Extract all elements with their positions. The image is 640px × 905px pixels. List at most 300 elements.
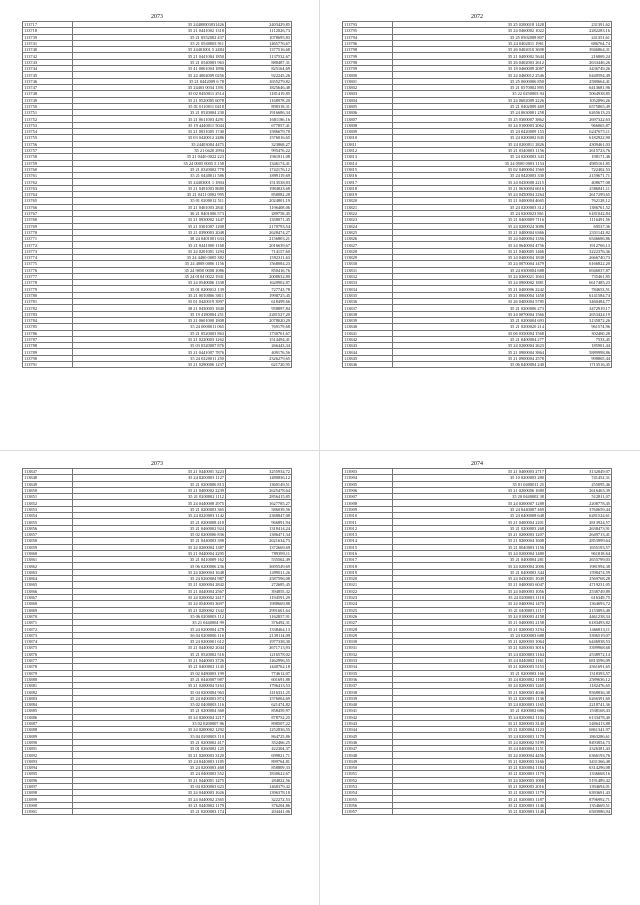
row-id-cell: 113940 bbox=[343, 701, 393, 707]
reference-cell: 35 06 0350004 1568 bbox=[393, 330, 546, 336]
amount-cell: 2326381,43 bbox=[546, 746, 612, 752]
reference-cell: 35 21 0200003 4046 bbox=[393, 689, 546, 695]
reference-cell: 35 21 0442009 6 78 bbox=[73, 78, 226, 84]
reference-cell: 36 21 8401006 573 bbox=[73, 210, 226, 216]
reference-cell: 35 41 0061004 1896 bbox=[73, 66, 226, 72]
reference-cell: 35 21 0200003 1179 bbox=[393, 771, 546, 777]
reference-cell: 35 06 0200006 236 bbox=[73, 563, 226, 569]
amount-cell: 1196408,06 bbox=[226, 204, 292, 210]
reference-cell: 35 24 0402011 1961 bbox=[393, 40, 546, 46]
amount-cell: 376492,31 bbox=[226, 620, 292, 626]
row-id-cell: 113870 bbox=[23, 613, 73, 619]
reference-cell: 35 21 0400009 7116 bbox=[393, 217, 546, 223]
reference-cell: 35 24 0200024 3086 bbox=[393, 223, 546, 229]
row-id-cell: 113887 bbox=[23, 720, 73, 726]
reference-cell: 35 24 0540006 1338 bbox=[73, 280, 226, 286]
row-id-cell: 113799 bbox=[343, 53, 393, 59]
row-id-cell: 113954 bbox=[343, 790, 393, 796]
reference-cell: 35 21 0200003 3194 bbox=[393, 626, 546, 632]
reference-cell: 35 21 0411 0002 995 bbox=[73, 192, 226, 198]
reference-cell: 35 24 0200004 478 bbox=[73, 626, 226, 632]
amount-cell: 1364693,72 bbox=[546, 601, 612, 607]
amount-cell: 6265613,23 bbox=[546, 110, 612, 116]
amount-cell: 1681186,16 bbox=[226, 116, 292, 122]
reference-cell: 35 21 0200020 214 bbox=[393, 324, 546, 330]
reference-cell: 35 21 0540003 963 bbox=[73, 59, 226, 65]
reference-cell: 35 21 0400003 2717 bbox=[393, 469, 546, 475]
row-id-cell: 113948 bbox=[343, 752, 393, 758]
row-id-cell: 113877 bbox=[23, 657, 73, 663]
amount-cell: 3760659,44 bbox=[546, 506, 612, 512]
row-id-cell: 113892 bbox=[23, 752, 73, 758]
reference-cell: 35 24 0460012 2546 bbox=[393, 72, 546, 78]
reference-cell: 35 03 0320007 876 bbox=[73, 343, 226, 349]
amount-cell: 3460484,77 bbox=[546, 299, 612, 305]
row-id-cell: 113867 bbox=[23, 594, 73, 600]
amount-cell: 2589636,12 bbox=[546, 676, 612, 682]
row-id-cell: 113859 bbox=[23, 544, 73, 550]
reference-cell: 35 24 0070004 1566 bbox=[393, 311, 546, 317]
amount-cell: 6440594,49 bbox=[546, 72, 612, 78]
row-id-cell: 113924 bbox=[343, 601, 393, 607]
row-id-cell: 113927 bbox=[343, 620, 393, 626]
amount-cell: 8796992,71 bbox=[546, 796, 612, 802]
row-id-cell: 113761 bbox=[23, 173, 73, 179]
row-id-cell: 113935 bbox=[343, 670, 393, 676]
reference-cell: 35 24 0200002 2417 bbox=[73, 594, 226, 600]
reference-cell: 35 24 0100003 2062 bbox=[393, 122, 546, 128]
reference-cell: 35 21 0340003 1156 bbox=[393, 147, 546, 153]
reference-cell: 35 21 0200003 1179 bbox=[393, 790, 546, 796]
amount-cell: 789399,11 bbox=[226, 550, 292, 556]
row-id-cell: 113913 bbox=[343, 531, 393, 537]
reference-cell: 35 24 0300004 4456 bbox=[393, 752, 546, 758]
amount-cell: 784653,51 bbox=[546, 286, 612, 292]
row-id-cell: 113932 bbox=[343, 651, 393, 657]
reference-cell: 35 24400003031426 bbox=[73, 22, 226, 28]
row-id-cell: 113901 bbox=[23, 809, 73, 815]
row-id-cell: 113744 bbox=[23, 66, 73, 72]
row-id-cell: 113933 bbox=[343, 657, 393, 663]
amount-cell: 2615723,76 bbox=[546, 147, 612, 153]
row-id-cell: 113844 bbox=[343, 349, 393, 355]
amount-cell: 1182476,65 bbox=[546, 683, 612, 689]
amount-cell: 512811,07 bbox=[546, 494, 612, 500]
amount-cell: 1336668,16 bbox=[546, 771, 612, 777]
amount-cell: 2281527,20 bbox=[226, 311, 292, 317]
amount-cell: 6133478,40 bbox=[546, 714, 612, 720]
row-id-cell: 113798 bbox=[343, 47, 393, 53]
amount-cell: 922245,26 bbox=[226, 72, 292, 78]
reference-cell: 35 25 0200018 1428 bbox=[393, 22, 546, 28]
amount-cell: 1998725,45 bbox=[226, 292, 292, 298]
reference-cell: 35 21 0400002 2239 bbox=[73, 487, 226, 493]
reference-cell: 35 24 0070004 1479 bbox=[393, 261, 546, 267]
amount-cell: 722402,53 bbox=[546, 166, 612, 172]
row-id-cell: 113776 bbox=[23, 267, 73, 273]
row-id-cell: 113785 bbox=[23, 324, 73, 330]
reference-cell: 35 24 0440002 2365 bbox=[73, 796, 226, 802]
reference-cell: 35 24 0430001 1049 bbox=[393, 576, 546, 582]
row-id-cell: 113884 bbox=[23, 701, 73, 707]
amount-cell: 2326279,65 bbox=[226, 355, 292, 361]
row-id-cell: 113835 bbox=[343, 292, 393, 298]
reference-cell: 35 24 0200023 861 bbox=[393, 210, 546, 216]
reference-cell: 35 21 0540003 911 bbox=[73, 40, 226, 46]
reference-cell: 35 06 0400004 240 bbox=[393, 362, 546, 368]
amount-cell: 1912766,13 bbox=[546, 242, 612, 248]
amount-cell: 1462996,55 bbox=[226, 657, 292, 663]
row-id-cell: 113897 bbox=[23, 783, 73, 789]
reference-cell: 35 21 0040003 1156 bbox=[393, 544, 546, 550]
reference-cell: 35 24 0400004 1356 bbox=[393, 236, 546, 242]
row-id-cell: 113767 bbox=[23, 210, 73, 216]
reference-cell: 35 21 0520002 516 bbox=[73, 651, 226, 657]
row-id-cell: 113925 bbox=[343, 607, 393, 613]
reference-cell: 35 21 0200003 1207 bbox=[393, 531, 546, 537]
amount-cell: 1052096,26 bbox=[546, 97, 612, 103]
reference-cell: 35 01 0200012 139 bbox=[73, 286, 226, 292]
reference-cell: 35 24 0200001 612 bbox=[73, 639, 226, 645]
reference-cell: 35 24 0200003 1164 bbox=[393, 651, 546, 657]
row-id-cell: 113929 bbox=[343, 632, 393, 638]
row-id-cell: 113912 bbox=[343, 525, 393, 531]
reference-cell: 35 22 0250003 94 bbox=[393, 91, 546, 97]
row-id-cell: 113779 bbox=[23, 286, 73, 292]
reference-cell: 35 24 0430008 2215 bbox=[393, 179, 546, 185]
row-id-cell: 113822 bbox=[343, 210, 393, 216]
amount-cell: 6166822,20 bbox=[546, 261, 612, 267]
reference-cell: 35 24 0200003 468 bbox=[73, 764, 226, 770]
reference-cell: 35 24 0200003 1008 bbox=[393, 777, 546, 783]
row-id-cell: 113837 bbox=[343, 305, 393, 311]
row-id-cell: 113809 bbox=[343, 129, 393, 135]
reference-cell: 35 24 0420003 330 bbox=[393, 173, 546, 179]
amount-cell: 2853999,64 bbox=[546, 538, 612, 544]
amount-cell: 5486413,88 bbox=[546, 720, 612, 726]
amount-cell: 2587596,08 bbox=[226, 576, 292, 582]
row-id-cell: 113879 bbox=[23, 670, 73, 676]
row-id-cell: 113862 bbox=[23, 563, 73, 569]
amount-cell: 1655193,57 bbox=[546, 544, 612, 550]
amount-cell: 2208778,45 bbox=[546, 500, 612, 506]
amount-cell: 825164,69 bbox=[226, 66, 292, 72]
row-id-cell: 113768 bbox=[23, 217, 73, 223]
amount-cell: 8493854,73 bbox=[546, 739, 612, 745]
panel-bottom-right bbox=[342, 461, 612, 815]
row-id-cell: 113856 bbox=[23, 525, 73, 531]
row-id-cell: 113938 bbox=[343, 689, 393, 695]
amount-cell: 3396519,07 bbox=[546, 632, 612, 638]
reference-cell: 35 21 0200004 5163 bbox=[73, 683, 226, 689]
amount-cell: 7533,45 bbox=[546, 336, 612, 342]
row-id-cell: 113903 bbox=[343, 469, 393, 475]
amount-cell: 3436749,26 bbox=[546, 66, 612, 72]
reference-cell: 35 21 0402009 469 bbox=[393, 103, 546, 109]
reference-cell: 35 24 0200003 688 bbox=[393, 632, 546, 638]
amount-cell: 601691,88 bbox=[226, 676, 292, 682]
reference-cell: 35 24 0500 0003 1154 bbox=[393, 160, 546, 166]
row-id-cell: 113852 bbox=[23, 500, 73, 506]
row-id-cell: 113800 bbox=[343, 72, 393, 78]
amount-cell: 6617485,23 bbox=[546, 280, 612, 286]
reference-cell: 35 24 0440003 1185 bbox=[73, 758, 226, 764]
row-id-cell: 113786 bbox=[23, 330, 73, 336]
reference-cell: 35 21 0010006 3811 bbox=[73, 292, 226, 298]
amount-cell: 1116491,56 bbox=[546, 217, 612, 223]
reference-cell: 35 25 0300007 3862 bbox=[393, 116, 546, 122]
amount-cell: 2403429,85 bbox=[226, 22, 292, 28]
amount-cell: 4985161,85 bbox=[546, 160, 612, 166]
row-id-cell: 113916 bbox=[343, 550, 393, 556]
reference-cell: 35 02 0200006 836 bbox=[73, 531, 226, 537]
reference-cell: 35 21 0200003 1146 bbox=[393, 809, 546, 815]
amount-cell: 535562,49 bbox=[226, 557, 292, 563]
reference-cell: 35 21 0900004 3864 bbox=[393, 349, 546, 355]
reference-cell: 35 02 0450011 2514 bbox=[73, 91, 226, 97]
row-id-cell: 113821 bbox=[343, 204, 393, 210]
amount-cell: 231391,62 bbox=[546, 22, 612, 28]
reference-cell: 35 24 0200011 2826 bbox=[393, 141, 546, 147]
reference-cell: 35 21 0400006 2242 bbox=[393, 286, 546, 292]
reference-cell: 35 21 0520003 863 bbox=[73, 330, 226, 336]
row-id-cell: 113750 bbox=[23, 103, 73, 109]
row-id-cell: 113888 bbox=[23, 727, 73, 733]
amount-cell: 69537,36 bbox=[546, 223, 612, 229]
row-id-cell: 113772 bbox=[23, 242, 73, 248]
amount-cell: 2586841,11 bbox=[546, 185, 612, 191]
row-id-cell: 113936 bbox=[343, 676, 393, 682]
row-id-cell: 113934 bbox=[343, 664, 393, 670]
row-id-cell: 113869 bbox=[23, 607, 73, 613]
row-id-cell: 113748 bbox=[23, 91, 73, 97]
amount-cell: 2991661,64 bbox=[226, 607, 292, 613]
row-id-cell: 113858 bbox=[23, 538, 73, 544]
amount-cell: 1360149,51 bbox=[226, 481, 292, 487]
row-id-cell: 113861 bbox=[23, 557, 73, 563]
amount-cell: 2616463,39 bbox=[546, 487, 612, 493]
amount-cell: 3399968,68 bbox=[546, 645, 612, 651]
amount-cell: 1078695,83 bbox=[226, 34, 292, 40]
data-table bbox=[22, 21, 292, 368]
row-id-cell: 113756 bbox=[23, 141, 73, 147]
data-table bbox=[342, 21, 612, 368]
reference-cell: 38 21 0430003 1840 bbox=[73, 305, 226, 311]
amount-cell: 2538749,89 bbox=[546, 588, 612, 594]
reference-cell: 35 21 0200006 1680 bbox=[393, 487, 546, 493]
reference-cell: 35 24 0200002 1292 bbox=[73, 727, 226, 733]
amount-cell: 6183493,82 bbox=[546, 620, 612, 626]
amount-cell: 272685,45 bbox=[226, 582, 292, 588]
amount-cell: 1338464,13 bbox=[226, 626, 292, 632]
amount-cell: 2666740,73 bbox=[546, 254, 612, 260]
row-id-cell: 113759 bbox=[23, 160, 73, 166]
reference-cell: 35 26 0402003 2612 bbox=[393, 59, 546, 65]
reference-cell: 35 24 0400004 1470 bbox=[393, 601, 546, 607]
row-id-cell: 113926 bbox=[343, 613, 393, 619]
row-id-cell: 113951 bbox=[343, 771, 393, 777]
reference-cell: 35 21 0390003 2048 bbox=[73, 229, 226, 235]
amount-cell: 899764,81 bbox=[226, 758, 292, 764]
amount-cell: 878752,25 bbox=[226, 714, 292, 720]
reference-cell: 35 21 0441000 1168 bbox=[73, 242, 226, 248]
row-id-cell: 113813 bbox=[343, 154, 393, 160]
panel-title: 2073 bbox=[151, 14, 163, 20]
row-id-cell: 113840 bbox=[343, 324, 393, 330]
amount-cell: 1796413,53 bbox=[226, 683, 292, 689]
row-id-cell: 113890 bbox=[23, 739, 73, 745]
reference-cell: 35 21 0200003 3016 bbox=[393, 645, 546, 651]
reference-cell: 35 24 0104 0022 1941 bbox=[73, 273, 226, 279]
row-id-cell: 113769 bbox=[23, 223, 73, 229]
reference-cell: 35 24 0200004 2006 bbox=[393, 563, 546, 569]
amount-cell: 1988669,88 bbox=[226, 601, 292, 607]
row-id-cell: 113790 bbox=[23, 355, 73, 361]
amount-cell: 1377516,68 bbox=[226, 47, 292, 53]
reference-cell: 35 21 0220003 1262 bbox=[73, 336, 226, 342]
row-id-cell: 113820 bbox=[343, 198, 393, 204]
reference-cell: 35 21 0200004 2842 bbox=[73, 582, 226, 588]
reference-cell: 35 06 0200003 112 bbox=[73, 613, 226, 619]
reference-cell: 35 26 0402010 3698 bbox=[393, 47, 546, 53]
reference-cell: 35 21 0200003 3120 bbox=[73, 752, 226, 758]
row-id-cell: 113751 bbox=[23, 110, 73, 116]
reference-cell: 35 21 0200003 1136 bbox=[393, 695, 546, 701]
amount-cell: 8568836,38 bbox=[546, 689, 612, 695]
amount-cell: 3431366,48 bbox=[546, 758, 612, 764]
amount-cell: 6281524,61 bbox=[546, 513, 612, 519]
row-id-cell: 113823 bbox=[343, 217, 393, 223]
amount-cell: 2649713,41 bbox=[546, 531, 612, 537]
amount-cell: 1576016,65 bbox=[226, 135, 292, 141]
amount-cell: 2569768,28 bbox=[546, 576, 612, 582]
amount-cell: 2368847,08 bbox=[226, 513, 292, 519]
row-id-cell: 113905 bbox=[343, 481, 393, 487]
amount-cell: 1713516,45 bbox=[546, 362, 612, 368]
row-id-cell: 113812 bbox=[343, 147, 393, 153]
amount-cell: 1499011,26 bbox=[226, 569, 292, 575]
row-id-cell: 113794 bbox=[343, 34, 393, 40]
amount-cell: 586039,56 bbox=[226, 506, 292, 512]
row-id-cell: 113841 bbox=[343, 330, 393, 336]
reference-cell: 35 21 0520004 230 bbox=[73, 110, 226, 116]
amount-cell: 6813596,09 bbox=[546, 657, 612, 663]
reference-cell: 35 24 0440007 469 bbox=[393, 506, 546, 512]
amount-cell: 1730761,67 bbox=[226, 330, 292, 336]
row-id-cell: 113909 bbox=[343, 506, 393, 512]
row-id-cell: 113819 bbox=[343, 192, 393, 198]
reference-cell: 35 24 0200004 1480 bbox=[393, 550, 546, 556]
row-id-cell: 113889 bbox=[23, 733, 73, 739]
amount-cell: 198171,46 bbox=[546, 154, 612, 160]
reference-cell: 35 21 0440002 2044 bbox=[73, 645, 226, 651]
amount-cell: 1162857,91 bbox=[226, 613, 292, 619]
row-id-cell: 113843 bbox=[343, 343, 393, 349]
reference-cell: 35 21 0200006 273 bbox=[393, 305, 546, 311]
data-table bbox=[22, 468, 292, 815]
amount-cell: 1468379,42 bbox=[226, 783, 292, 789]
amount-cell: 5064938,85 bbox=[546, 91, 612, 97]
panel-title: 2074 bbox=[471, 461, 483, 467]
amount-cell: 204441,06 bbox=[226, 809, 292, 815]
row-id-cell: 113895 bbox=[23, 771, 73, 777]
amount-cell: 1916686,34 bbox=[226, 110, 292, 116]
reference-cell: 35 03 0420012 2486 bbox=[73, 135, 226, 141]
reference-cell: 35 21 0440004 2567 bbox=[73, 588, 226, 594]
amount-cell: 2078020,29 bbox=[226, 317, 292, 323]
row-id-cell: 113898 bbox=[23, 790, 73, 796]
row-id-cell: 113808 bbox=[343, 122, 393, 128]
amount-cell: 2016639,67 bbox=[226, 242, 292, 248]
amount-cell: 898507,22 bbox=[226, 720, 292, 726]
row-id-cell: 113953 bbox=[343, 783, 393, 789]
amount-cell: 1977338,30 bbox=[226, 639, 292, 645]
row-id-cell: 113825 bbox=[343, 229, 393, 235]
amount-cell: 1386471,34 bbox=[226, 531, 292, 537]
amount-cell: 1181419,85 bbox=[226, 91, 292, 97]
amount-cell: 1354669,51 bbox=[546, 802, 612, 808]
row-id-cell: 113908 bbox=[343, 500, 393, 506]
row-id-cell: 113818 bbox=[343, 185, 393, 191]
amount-cell: 289758,45 bbox=[226, 210, 292, 216]
reference-cell: 35 21 0441002 1318 bbox=[73, 28, 226, 34]
amount-cell: 266443,34 bbox=[226, 343, 292, 349]
row-id-cell: 113915 bbox=[343, 544, 393, 550]
reference-cell: 35 24 0200002 5199 bbox=[393, 739, 546, 745]
reference-cell: 35 18 0460009 2087 bbox=[393, 66, 546, 72]
row-id-cell: 113807 bbox=[343, 116, 393, 122]
row-id-cell: 113956 bbox=[343, 802, 393, 808]
amount-cell: 4461238,34 bbox=[546, 613, 612, 619]
table-row bbox=[23, 809, 292, 815]
row-id-cell: 113824 bbox=[343, 223, 393, 229]
amount-cell: 6266391,60 bbox=[546, 695, 612, 701]
reference-cell: 35 21 0440001 3223 bbox=[73, 469, 226, 475]
row-id-cell: 113949 bbox=[343, 758, 393, 764]
amount-cell: 1440762,18 bbox=[226, 664, 292, 670]
amount-cell: 5889998,86 bbox=[546, 349, 612, 355]
amount-cell: 3695549,69 bbox=[226, 563, 292, 569]
row-id-cell: 113789 bbox=[23, 349, 73, 355]
reference-cell: 35 26 0400004 5785 bbox=[393, 299, 546, 305]
reference-cell: 35 21 0400003 6047 bbox=[393, 582, 546, 588]
row-id-cell: 113771 bbox=[23, 236, 73, 242]
reference-cell: 35 24 0005 0005 5 158 bbox=[73, 160, 226, 166]
amount-cell: 958897,84 bbox=[226, 305, 292, 311]
amount-cell: 858809,33 bbox=[226, 764, 292, 770]
amount-cell: 2218741,36 bbox=[546, 701, 612, 707]
reference-cell: 35 21 0441007 7876 bbox=[73, 349, 226, 355]
reference-cell: 35 24 0200002 845 bbox=[393, 135, 546, 141]
amount-cell: 3132049,07 bbox=[546, 469, 612, 475]
row-id-cell: 113857 bbox=[23, 531, 73, 537]
amount-cell: 1168978,20 bbox=[226, 97, 292, 103]
amount-cell: 1194591,29 bbox=[226, 594, 292, 600]
amount-cell: 302460,28 bbox=[546, 330, 612, 336]
data-table bbox=[342, 468, 612, 815]
row-id-cell: 113931 bbox=[343, 645, 393, 651]
row-id-cell: 113802 bbox=[343, 84, 393, 90]
reference-cell: 35 24 0200003 1265 bbox=[393, 683, 546, 689]
amount-cell: 1586679,78 bbox=[226, 129, 292, 135]
row-id-cell: 113855 bbox=[23, 519, 73, 525]
amount-cell: 2153893,40 bbox=[546, 607, 612, 613]
row-id-cell: 113866 bbox=[23, 588, 73, 594]
row-id-cell: 113796 bbox=[343, 40, 393, 46]
row-id-cell: 113742 bbox=[23, 53, 73, 59]
amount-cell: 2159671,71 bbox=[546, 173, 612, 179]
amount-cell: 6182922,90 bbox=[546, 135, 612, 141]
